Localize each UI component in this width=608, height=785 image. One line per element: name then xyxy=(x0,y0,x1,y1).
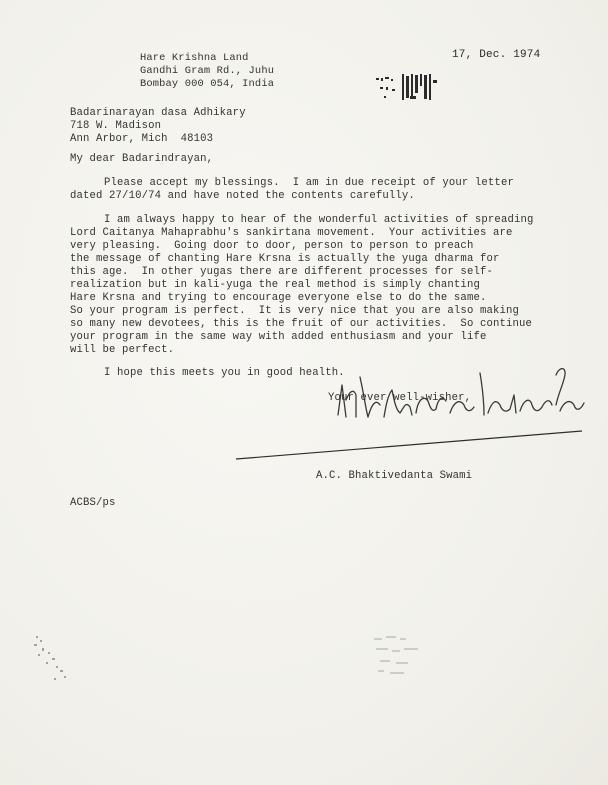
sender-line-3: Bombay 000 054, India xyxy=(140,78,275,90)
letter-date: 17, Dec. 1974 xyxy=(452,49,541,61)
received-stamp xyxy=(372,72,444,104)
faded-stamp-mark xyxy=(370,630,430,680)
paragraph-2-line: the message of chanting Hare Krsna is actually the yuga dharma for xyxy=(70,253,500,265)
recipient-line-2: 718 W. Madison xyxy=(70,120,162,132)
paragraph-2-line: Hare Krsna and trying to encourage everyone else to do the same. xyxy=(70,292,487,304)
paragraph-2-line: realization but in kali-yuga the real method is simply chanting xyxy=(70,279,480,291)
paragraph-1-line: dated 27/10/74 and have noted the contents carefully. xyxy=(70,190,415,202)
paragraph-2-line: your program in the same way with added enthusiasm and your life xyxy=(70,331,487,343)
paragraph-2-line: this age. In other yugas there are different processes for self- xyxy=(70,266,493,278)
paragraph-2-line: I am always happy to hear of the wonderful activities of spreading xyxy=(104,214,534,226)
paragraph-2-line: very pleasing. Going door to door, person to person to preach xyxy=(70,240,474,252)
paragraph-2-line: so many new devotees, this is the fruit of our activities. So continue xyxy=(70,318,533,330)
reference-initials: ACBS/ps xyxy=(70,497,116,509)
margin-stamp-mark xyxy=(30,632,78,686)
paragraph-1-line: Please accept my blessings. I am in due receipt of your letter xyxy=(104,177,514,189)
sender-line-2: Gandhi Gram Rd., Juhu xyxy=(140,65,275,77)
recipient-line-1: Badarinarayan dasa Adhikary xyxy=(70,107,246,119)
salutation: My dear Badarindrayan, xyxy=(70,153,214,165)
valediction: Your ever well-wisher, xyxy=(328,392,472,404)
paragraph-2-line: So your program is perfect. It is very nice that you are also making xyxy=(70,305,520,317)
recipient-line-3: Ann Arbor, Mich 48103 xyxy=(70,133,214,145)
sender-line-1: Hare Krishna Land xyxy=(140,52,249,64)
closing-line: I hope this meets you in good health. xyxy=(104,367,345,379)
signature-rule xyxy=(234,429,584,461)
paragraph-2-line: will be perfect. xyxy=(70,344,175,356)
signer-name: A.C. Bhaktivedanta Swami xyxy=(316,470,473,482)
paragraph-2-line: Lord Caitanya Mahaprabhu's sankirtana movement. Your activities are xyxy=(70,227,513,239)
